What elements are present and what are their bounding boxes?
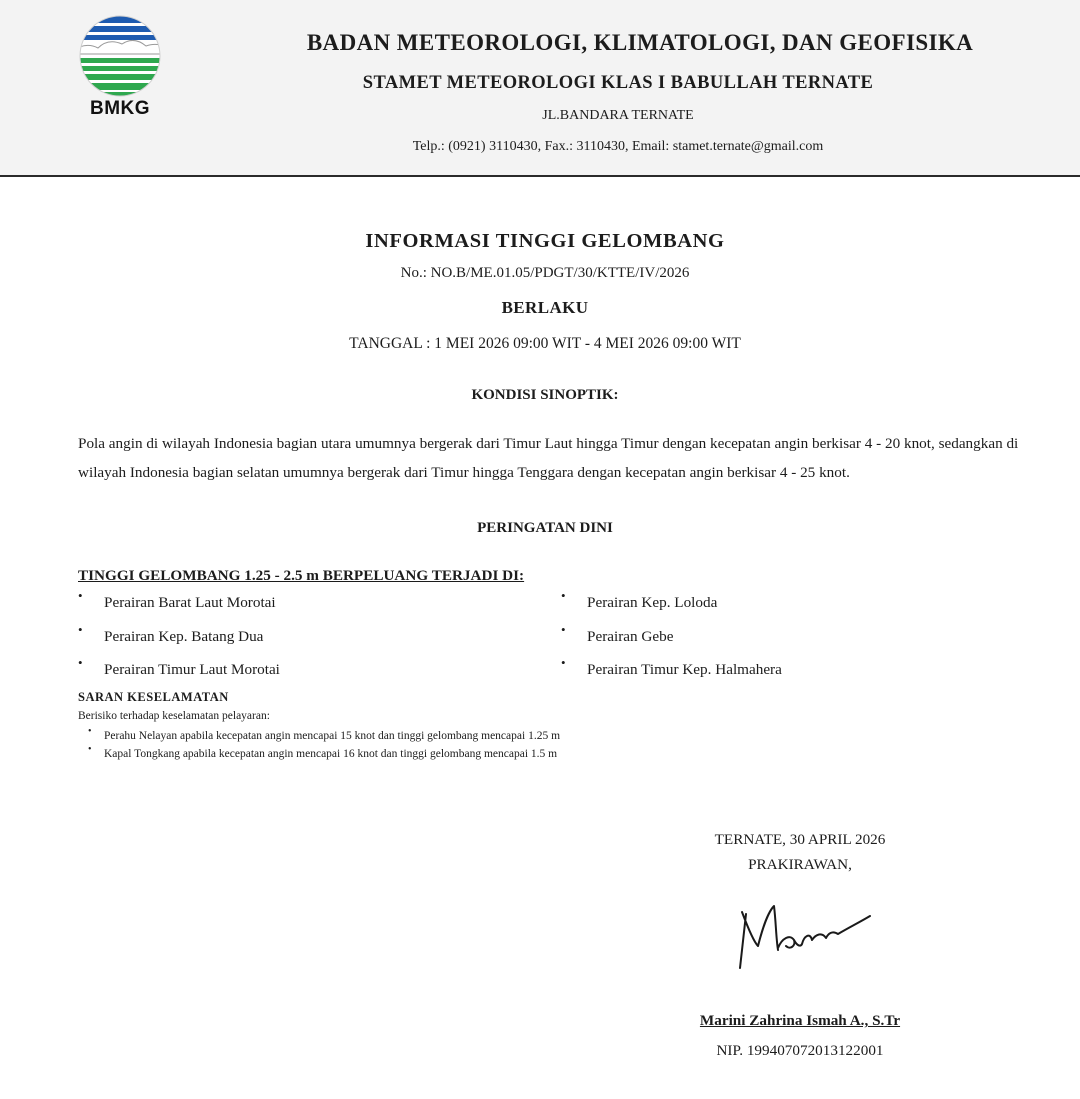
- signature-place-date: TERNATE, 30 APRIL 2026: [714, 831, 886, 848]
- bullet-icon: •: [78, 655, 83, 670]
- letterhead: [0, 0, 1080, 177]
- area-name: Perairan Barat Laut Morotai: [104, 594, 276, 611]
- station-contact: Telp.: (0921) 3110430, Fax.: 3110430, Email: stamet.ternate@gmail.com: [412, 139, 824, 154]
- bmkg-logo-emblem: [74, 12, 166, 102]
- area-name: Perairan Gebe: [587, 628, 674, 645]
- bullet-icon: •: [88, 744, 92, 755]
- station-name: STAMET METEOROLOGI KLAS I BABULLAH TERNATE: [362, 73, 874, 93]
- signatory-nip: NIP. 199407072013122001: [716, 1042, 884, 1059]
- bullet-icon: •: [78, 588, 83, 603]
- validity-period: TANGGAL : 1 MEI 2026 09:00 WIT - 4 MEI 2026 09:00 WIT: [349, 335, 741, 352]
- area-name: Perairan Kep. Loloda: [587, 594, 718, 611]
- safety-heading: SARAN KESELAMATAN: [78, 690, 229, 704]
- document-title: INFORMASI TINGGI GELOMBANG: [365, 230, 725, 252]
- organization-name: BADAN METEOROLOGI, KLIMATOLOGI, DAN GEOFISIKA: [306, 30, 974, 55]
- safety-intro: Berisiko terhadap keselamatan pelayaran:: [78, 710, 270, 722]
- warning-heading: PERINGATAN DINI: [477, 520, 613, 536]
- handwritten-signature: [728, 888, 878, 978]
- wave-height-heading: TINGGI GELOMBANG 1.25 - 2.5 m BERPELUANG TERJADI DI:: [78, 567, 525, 584]
- area-name: Perairan Kep. Batang Dua: [104, 628, 264, 645]
- safety-item-text: Perahu Nelayan apabila kecepatan angin mencapai 15 knot dan tinggi gelombang mencapai 1.25 m: [104, 730, 561, 742]
- bullet-icon: •: [561, 588, 566, 603]
- synoptic-heading: KONDISI SINOPTIK:: [471, 387, 619, 403]
- document-number: No.: NO.B/ME.01.05/PDGT/30/KTTE/IV/2026: [400, 265, 690, 281]
- bullet-icon: •: [561, 655, 566, 670]
- safety-item-text: Kapal Tongkang apabila kecepatan angin mencapai 16 knot dan tinggi gelombang mencapai 1.5 m: [104, 748, 558, 760]
- synoptic-text: Pola angin di wilayah Indonesia bagian utara umumnya bergerak dari Timur Laut hingga Timur dengan kecepatan angin berkisar 4 - 20 knot, sedangkan di wilayah Indonesia bagian selatan umumnya bergerak dari Timur hingga Tenggara dengan kecepatan angin berkisar 4 - 25 knot.: [78, 435, 1019, 481]
- bullet-icon: •: [88, 726, 92, 737]
- signatory-name: Marini Zahrina Ismah A., S.Tr: [699, 1012, 901, 1029]
- bmkg-logo: [74, 12, 166, 122]
- validity-label: BERLAKU: [501, 298, 589, 317]
- area-name: Perairan Timur Laut Morotai: [104, 661, 280, 678]
- logo-text: BMKG: [89, 98, 151, 119]
- bullet-icon: •: [561, 622, 566, 637]
- signature-role: PRAKIRAWAN,: [748, 856, 852, 873]
- station-address: JL.BANDARA TERNATE: [542, 108, 694, 123]
- area-name: Perairan Timur Kep. Halmahera: [587, 661, 782, 678]
- bullet-icon: •: [78, 622, 83, 637]
